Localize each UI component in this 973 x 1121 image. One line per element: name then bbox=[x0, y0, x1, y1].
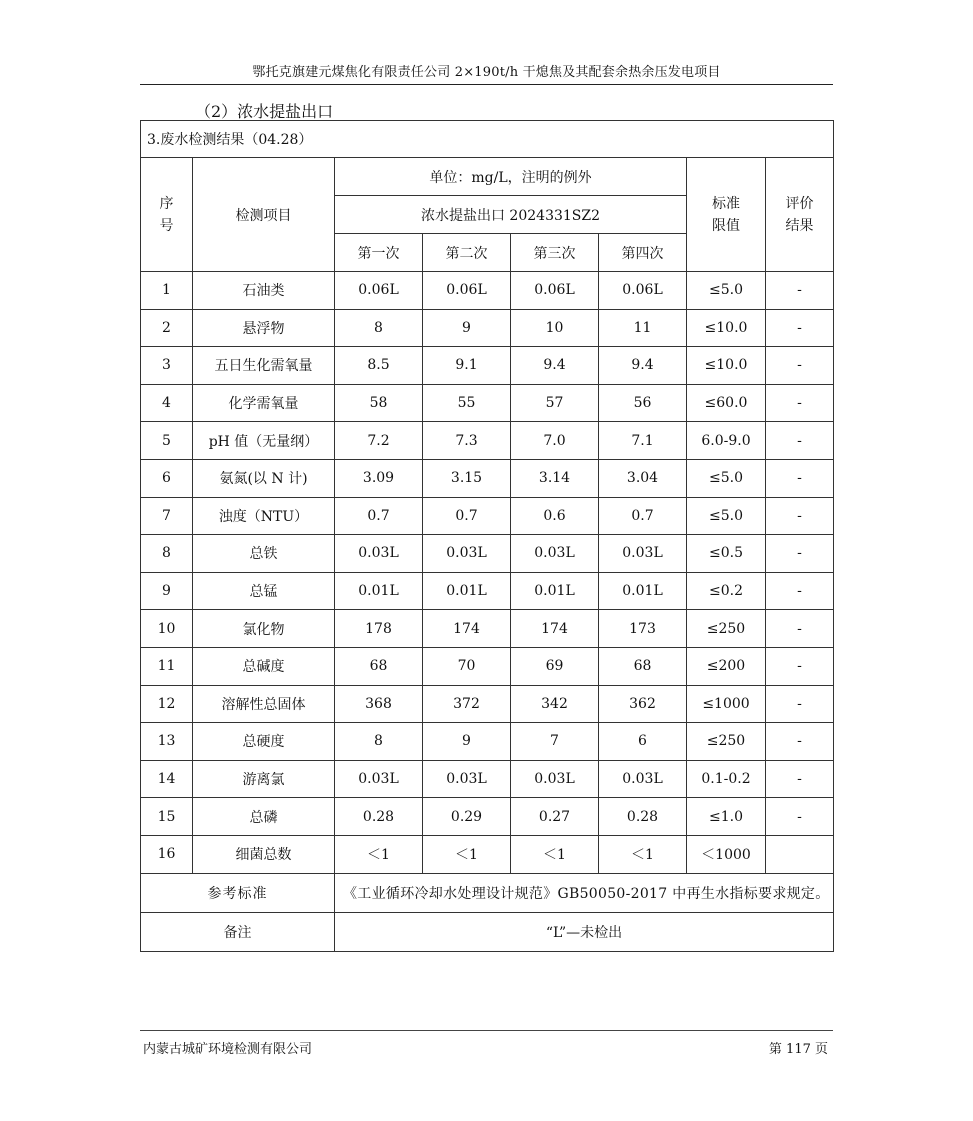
col-header-eval: 评价 结果 bbox=[766, 158, 834, 272]
seq-cell: 5 bbox=[141, 422, 193, 460]
table-row bbox=[141, 309, 834, 347]
table-row bbox=[141, 760, 834, 798]
reference-label: 参考标准 bbox=[141, 873, 335, 912]
footer-page-number: 第 117 页 bbox=[768, 1042, 828, 1057]
table-row bbox=[141, 835, 834, 873]
table-row bbox=[141, 610, 834, 648]
limit-cell: 6.0-9.0 bbox=[687, 422, 766, 460]
note-text: “L”—未检出 bbox=[335, 912, 834, 951]
value-cell: 362 bbox=[599, 685, 687, 723]
value-cell: 0.29 bbox=[423, 798, 511, 836]
value-cell: 7.0 bbox=[511, 422, 599, 460]
section-title: （2）浓水提盐出口 bbox=[195, 102, 334, 121]
item-cell: 溶解性总固体 bbox=[193, 685, 335, 723]
value-cell: 0.06L bbox=[335, 272, 423, 310]
value-cell: 342 bbox=[511, 685, 599, 723]
value-cell: 174 bbox=[511, 610, 599, 648]
col-header-limit: 标准 限值 bbox=[687, 158, 766, 272]
value-cell: 3.15 bbox=[423, 459, 511, 497]
eval-cell: - bbox=[766, 459, 834, 497]
table-row bbox=[141, 422, 834, 460]
value-cell: ＜1 bbox=[423, 835, 511, 873]
run-header-3: 第三次 bbox=[511, 234, 599, 272]
table-row bbox=[141, 497, 834, 535]
seq-cell: 12 bbox=[141, 685, 193, 723]
limit-cell: ≤200 bbox=[687, 647, 766, 685]
value-cell: 8 bbox=[335, 723, 423, 761]
limit-cell: ≤10.0 bbox=[687, 309, 766, 347]
limit-cell: ≤250 bbox=[687, 610, 766, 648]
eval-cell: - bbox=[766, 272, 834, 310]
value-cell: 0.06L bbox=[511, 272, 599, 310]
value-cell: 58 bbox=[335, 384, 423, 422]
table-row bbox=[141, 347, 834, 385]
limit-cell: ≤5.0 bbox=[687, 497, 766, 535]
table-row bbox=[141, 685, 834, 723]
value-cell: 0.7 bbox=[335, 497, 423, 535]
seq-cell: 7 bbox=[141, 497, 193, 535]
seq-cell: 1 bbox=[141, 272, 193, 310]
value-cell: 0.03L bbox=[335, 760, 423, 798]
value-cell: 0.03L bbox=[335, 535, 423, 573]
value-cell: 0.06L bbox=[423, 272, 511, 310]
item-cell: 氨氮(以 N 计) bbox=[193, 459, 335, 497]
value-cell: 0.01L bbox=[599, 572, 687, 610]
value-cell: 7.3 bbox=[423, 422, 511, 460]
value-cell: 10 bbox=[511, 309, 599, 347]
table-row bbox=[141, 572, 834, 610]
seq-cell: 11 bbox=[141, 647, 193, 685]
eval-cell: - bbox=[766, 347, 834, 385]
value-cell: 0.28 bbox=[335, 798, 423, 836]
eval-cell: - bbox=[766, 497, 834, 535]
table-row bbox=[141, 384, 834, 422]
value-cell: 0.03L bbox=[599, 760, 687, 798]
eval-cell: - bbox=[766, 723, 834, 761]
limit-cell: ≤250 bbox=[687, 723, 766, 761]
value-cell: 9 bbox=[423, 723, 511, 761]
value-cell: 7.1 bbox=[599, 422, 687, 460]
value-cell: 174 bbox=[423, 610, 511, 648]
seq-cell: 6 bbox=[141, 459, 193, 497]
table-row bbox=[141, 272, 834, 310]
table-row bbox=[141, 535, 834, 573]
eval-cell: - bbox=[766, 647, 834, 685]
value-cell: 9 bbox=[423, 309, 511, 347]
limit-cell: ≤60.0 bbox=[687, 384, 766, 422]
item-cell: 氯化物 bbox=[193, 610, 335, 648]
value-cell: 0.03L bbox=[511, 535, 599, 573]
item-cell: 总铁 bbox=[193, 535, 335, 573]
value-cell: 0.7 bbox=[423, 497, 511, 535]
value-cell: 0.01L bbox=[423, 572, 511, 610]
run-header-2: 第二次 bbox=[423, 234, 511, 272]
limit-cell: 0.1-0.2 bbox=[687, 760, 766, 798]
value-cell: 7.2 bbox=[335, 422, 423, 460]
seq-cell: 2 bbox=[141, 309, 193, 347]
value-cell: 9.4 bbox=[599, 347, 687, 385]
seq-cell: 8 bbox=[141, 535, 193, 573]
table-row bbox=[141, 723, 834, 761]
eval-cell: - bbox=[766, 798, 834, 836]
value-cell: 0.27 bbox=[511, 798, 599, 836]
limit-cell: ≤1.0 bbox=[687, 798, 766, 836]
value-cell: 0.6 bbox=[511, 497, 599, 535]
item-cell: 总硬度 bbox=[193, 723, 335, 761]
header-rule bbox=[140, 84, 833, 85]
limit-cell: ≤0.5 bbox=[687, 535, 766, 573]
eval-cell: - bbox=[766, 760, 834, 798]
col-header-seq: 序 号 bbox=[141, 158, 193, 272]
col-header-item: 检测项目 bbox=[193, 158, 335, 272]
seq-cell: 13 bbox=[141, 723, 193, 761]
value-cell: 178 bbox=[335, 610, 423, 648]
item-cell: pH 值（无量纲） bbox=[193, 422, 335, 460]
sampling-location: 浓水提盐出口 2024331SZ2 bbox=[335, 196, 687, 234]
item-cell: 细菌总数 bbox=[193, 835, 335, 873]
value-cell: 55 bbox=[423, 384, 511, 422]
eval-cell: - bbox=[766, 384, 834, 422]
value-cell: 9.4 bbox=[511, 347, 599, 385]
eval-cell: - bbox=[766, 309, 834, 347]
eval-cell: - bbox=[766, 610, 834, 648]
item-cell: 化学需氧量 bbox=[193, 384, 335, 422]
limit-cell: ≤10.0 bbox=[687, 347, 766, 385]
value-cell: 368 bbox=[335, 685, 423, 723]
value-cell: 6 bbox=[599, 723, 687, 761]
eval-cell: - bbox=[766, 535, 834, 573]
limit-cell: ≤0.2 bbox=[687, 572, 766, 610]
value-cell: 0.01L bbox=[335, 572, 423, 610]
value-cell: ＜1 bbox=[599, 835, 687, 873]
table-row bbox=[141, 459, 834, 497]
eval-cell: - bbox=[766, 685, 834, 723]
note-label: 备注 bbox=[141, 912, 335, 951]
value-cell: 56 bbox=[599, 384, 687, 422]
seq-cell: 15 bbox=[141, 798, 193, 836]
run-header-4: 第四次 bbox=[599, 234, 687, 272]
limit-cell: ≤5.0 bbox=[687, 272, 766, 310]
value-cell: 0.03L bbox=[511, 760, 599, 798]
value-cell: 0.01L bbox=[511, 572, 599, 610]
item-cell: 浊度（NTU） bbox=[193, 497, 335, 535]
value-cell: 9.1 bbox=[423, 347, 511, 385]
value-cell: 3.09 bbox=[335, 459, 423, 497]
item-cell: 石油类 bbox=[193, 272, 335, 310]
value-cell: 0.28 bbox=[599, 798, 687, 836]
table-caption: 3.废水检测结果（04.28） bbox=[141, 121, 834, 158]
item-cell: 游离氯 bbox=[193, 760, 335, 798]
value-cell: 0.03L bbox=[423, 760, 511, 798]
value-cell: 0.06L bbox=[599, 272, 687, 310]
seq-cell: 3 bbox=[141, 347, 193, 385]
table-row bbox=[141, 798, 834, 836]
eval-cell bbox=[766, 835, 834, 873]
seq-cell: 9 bbox=[141, 572, 193, 610]
value-cell: ＜1 bbox=[511, 835, 599, 873]
footer-company: 内蒙古城矿环境检测有限公司 bbox=[143, 1042, 313, 1057]
page-header: 鄂托克旗建元煤焦化有限责任公司 2×190t/h 干熄焦及其配套余热余压发电项目 bbox=[252, 65, 721, 80]
item-cell: 总锰 bbox=[193, 572, 335, 610]
value-cell: 0.7 bbox=[599, 497, 687, 535]
seq-cell: 4 bbox=[141, 384, 193, 422]
value-cell: 372 bbox=[423, 685, 511, 723]
footer-rule bbox=[140, 1030, 833, 1031]
limit-cell: ≤1000 bbox=[687, 685, 766, 723]
value-cell: 0.03L bbox=[599, 535, 687, 573]
value-cell: 3.14 bbox=[511, 459, 599, 497]
value-cell: ＜1 bbox=[335, 835, 423, 873]
item-cell: 悬浮物 bbox=[193, 309, 335, 347]
value-cell: 70 bbox=[423, 647, 511, 685]
item-cell: 总磷 bbox=[193, 798, 335, 836]
value-cell: 0.03L bbox=[423, 535, 511, 573]
unit-note: 单位：mg/L，注明的例外 bbox=[335, 158, 687, 196]
value-cell: 57 bbox=[511, 384, 599, 422]
seq-cell: 16 bbox=[141, 835, 193, 873]
table-row bbox=[141, 647, 834, 685]
seq-cell: 14 bbox=[141, 760, 193, 798]
value-cell: 173 bbox=[599, 610, 687, 648]
limit-cell: ≤5.0 bbox=[687, 459, 766, 497]
value-cell: 8 bbox=[335, 309, 423, 347]
value-cell: 68 bbox=[599, 647, 687, 685]
value-cell: 11 bbox=[599, 309, 687, 347]
value-cell: 68 bbox=[335, 647, 423, 685]
run-header-1: 第一次 bbox=[335, 234, 423, 272]
value-cell: 8.5 bbox=[335, 347, 423, 385]
eval-cell: - bbox=[766, 422, 834, 460]
value-cell: 69 bbox=[511, 647, 599, 685]
eval-cell: - bbox=[766, 572, 834, 610]
item-cell: 五日生化需氧量 bbox=[193, 347, 335, 385]
item-cell: 总碱度 bbox=[193, 647, 335, 685]
seq-cell: 10 bbox=[141, 610, 193, 648]
value-cell: 3.04 bbox=[599, 459, 687, 497]
limit-cell: ＜1000 bbox=[687, 835, 766, 873]
value-cell: 7 bbox=[511, 723, 599, 761]
reference-text: 《工业循环冷却水处理设计规范》GB50050-2017 中再生水指标要求规定。 bbox=[335, 873, 834, 912]
results-table bbox=[140, 120, 834, 952]
